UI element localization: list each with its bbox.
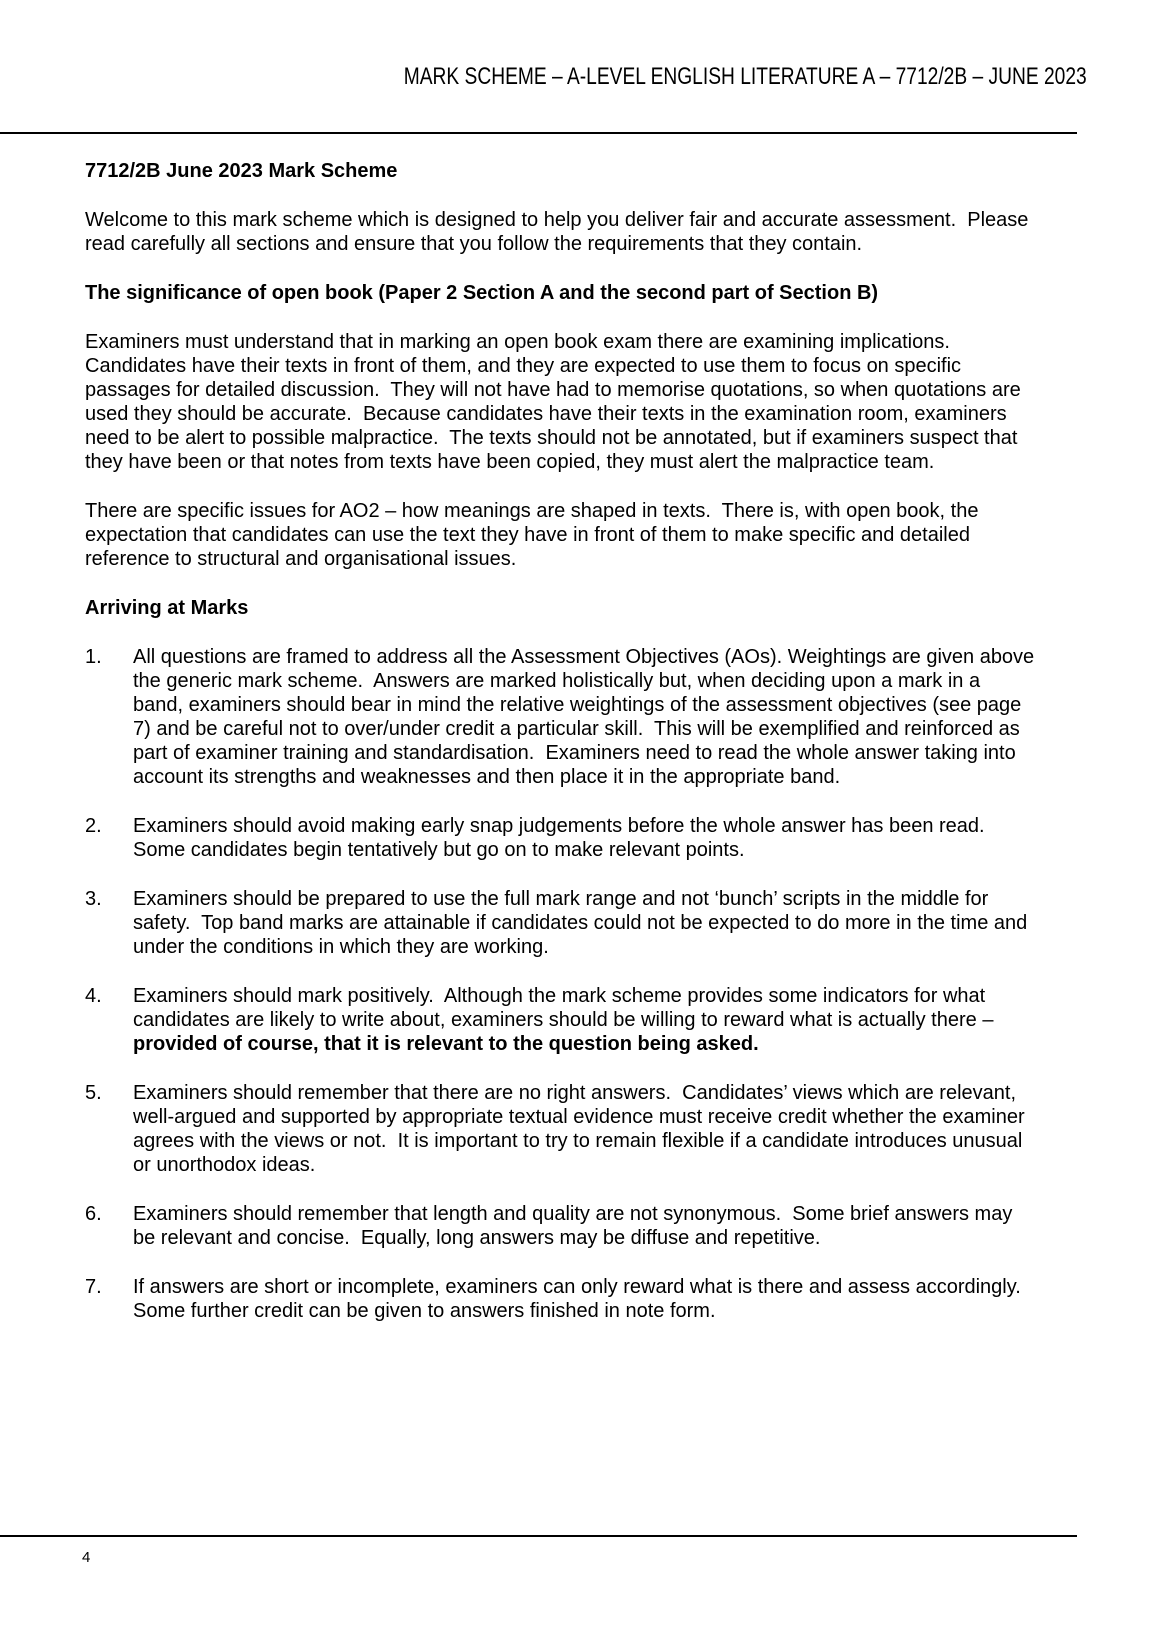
list-item-6 bbox=[85, 1202, 1035, 1250]
list-item-7 bbox=[85, 1275, 1035, 1323]
list-item-text bbox=[133, 1081, 1035, 1177]
list-item-number: 5. bbox=[85, 1082, 102, 1104]
open-book-paragraph-1: Examiners must understand that in marking an open book exam there are examining implications. Candidates have their texts in front of them, and they are expected to use them to focus on specific passages for detailed discussion. They will not have had to memorise quotations, so when quotations are used they should be accurate. Because candidates have their texts in the examination room, examiners need to be alert to possible malpractice. The texts should not be annotated, but if examiners suspect that they have been or that notes from texts have been copied, they must alert the malpractice team. bbox=[85, 331, 1027, 473]
bottom-divider bbox=[0, 1535, 1077, 1537]
list-item-text-run: Examiners should remember that length and quality are not synonymous. Some brief answers may be relevant and concise. Equally, long answers may be diffuse and repetitive. bbox=[133, 1203, 1018, 1249]
list-item-text bbox=[133, 645, 1040, 789]
page-header-title: MARK SCHEME – A-LEVEL ENGLISH LITERATURE A – 7712/2B – JUNE 2023 bbox=[404, 63, 1087, 90]
list-item-number: 2. bbox=[85, 815, 102, 837]
open-book-heading: The significance of open book (Paper 2 Section A and the second part of Section B) bbox=[85, 282, 879, 304]
list-item-1 bbox=[85, 645, 1040, 789]
list-item-bold-run: provided of course, that it is relevant to the question being asked. bbox=[133, 1033, 759, 1055]
list-item-text-run: Examiners should avoid making early snap judgements before the whole answer has been read. Some candidates begin tentatively but go on to make relevant points. bbox=[133, 815, 996, 861]
open-book-paragraph-2: There are specific issues for AO2 – how meanings are shaped in texts. There is, with open book, the expectation that candidates can use the text they have in front of them to make specific and detailed reference to structural and organisational issues. bbox=[85, 500, 985, 570]
list-item-4 bbox=[85, 984, 1035, 1056]
list-item-text bbox=[133, 887, 1035, 959]
list-item-3 bbox=[85, 887, 1035, 959]
page-number: 4 bbox=[82, 1549, 91, 1566]
numbered-list bbox=[85, 645, 1040, 1323]
list-item-text bbox=[133, 814, 1035, 862]
arriving-at-marks-heading: Arriving at Marks bbox=[85, 597, 249, 619]
list-item-5 bbox=[85, 1081, 1035, 1177]
list-item-text bbox=[133, 984, 1035, 1056]
page-header bbox=[233, 63, 1087, 91]
list-item-number: 4. bbox=[85, 985, 102, 1007]
list-item-text-run: All questions are framed to address all the Assessment Objectives (AOs). Weightings are given above the generic mark scheme. Answers are marked holistically but, when deciding upon a mark in a band, examiners should bear in mind the relative weightings of the assessment objectives (see page 7) and be careful not to over/under credit a particular skill. This will be exemplified and reinforced as part of examiner training and standardisation. Examiners need to read the whole answer taking into account its strengths and weaknesses and then place it in the appropriate band. bbox=[133, 646, 1040, 788]
list-item-number: 3. bbox=[85, 888, 102, 910]
top-divider bbox=[0, 132, 1077, 134]
list-item-2 bbox=[85, 814, 1035, 862]
list-item-text-run: If answers are short or incomplete, examiners can only reward what is there and assess accordingly. Some further credit can be given to answers finished in note form. bbox=[133, 1276, 1032, 1322]
list-item-number: 7. bbox=[85, 1276, 102, 1298]
list-item-text-run: Examiners should be prepared to use the full mark range and not ‘bunch’ scripts in the middle for safety. Top band marks are attainable if candidates could not be expected to do more in the time and under the conditions in which they are working. bbox=[133, 888, 1033, 958]
list-item-number: 6. bbox=[85, 1203, 102, 1225]
list-item-text bbox=[133, 1275, 1035, 1323]
list-item-text-run: Examiners should mark positively. Although the mark scheme provides some indicators for what candidates are likely to write about, examiners should be willing to reward what is actually there – bbox=[133, 985, 999, 1031]
list-item-text bbox=[133, 1202, 1035, 1250]
intro-paragraph: Welcome to this mark scheme which is designed to help you deliver fair and accurate assessment. Please read carefully all sections and ensure that you follow the requirements that they contain. bbox=[85, 209, 1034, 255]
document-title: 7712/2B June 2023 Mark Scheme bbox=[85, 160, 398, 182]
list-item-text-run: Examiners should remember that there are no right answers. Candidates’ views which are relevant, well-argued and supported by appropriate textual evidence must receive credit whether the examiner agrees with the views or not. It is important to try to remain flexible if a candidate introduces unusual or unorthodox ideas. bbox=[133, 1082, 1031, 1176]
document-body bbox=[85, 159, 1040, 1348]
list-item-number: 1. bbox=[85, 646, 102, 668]
